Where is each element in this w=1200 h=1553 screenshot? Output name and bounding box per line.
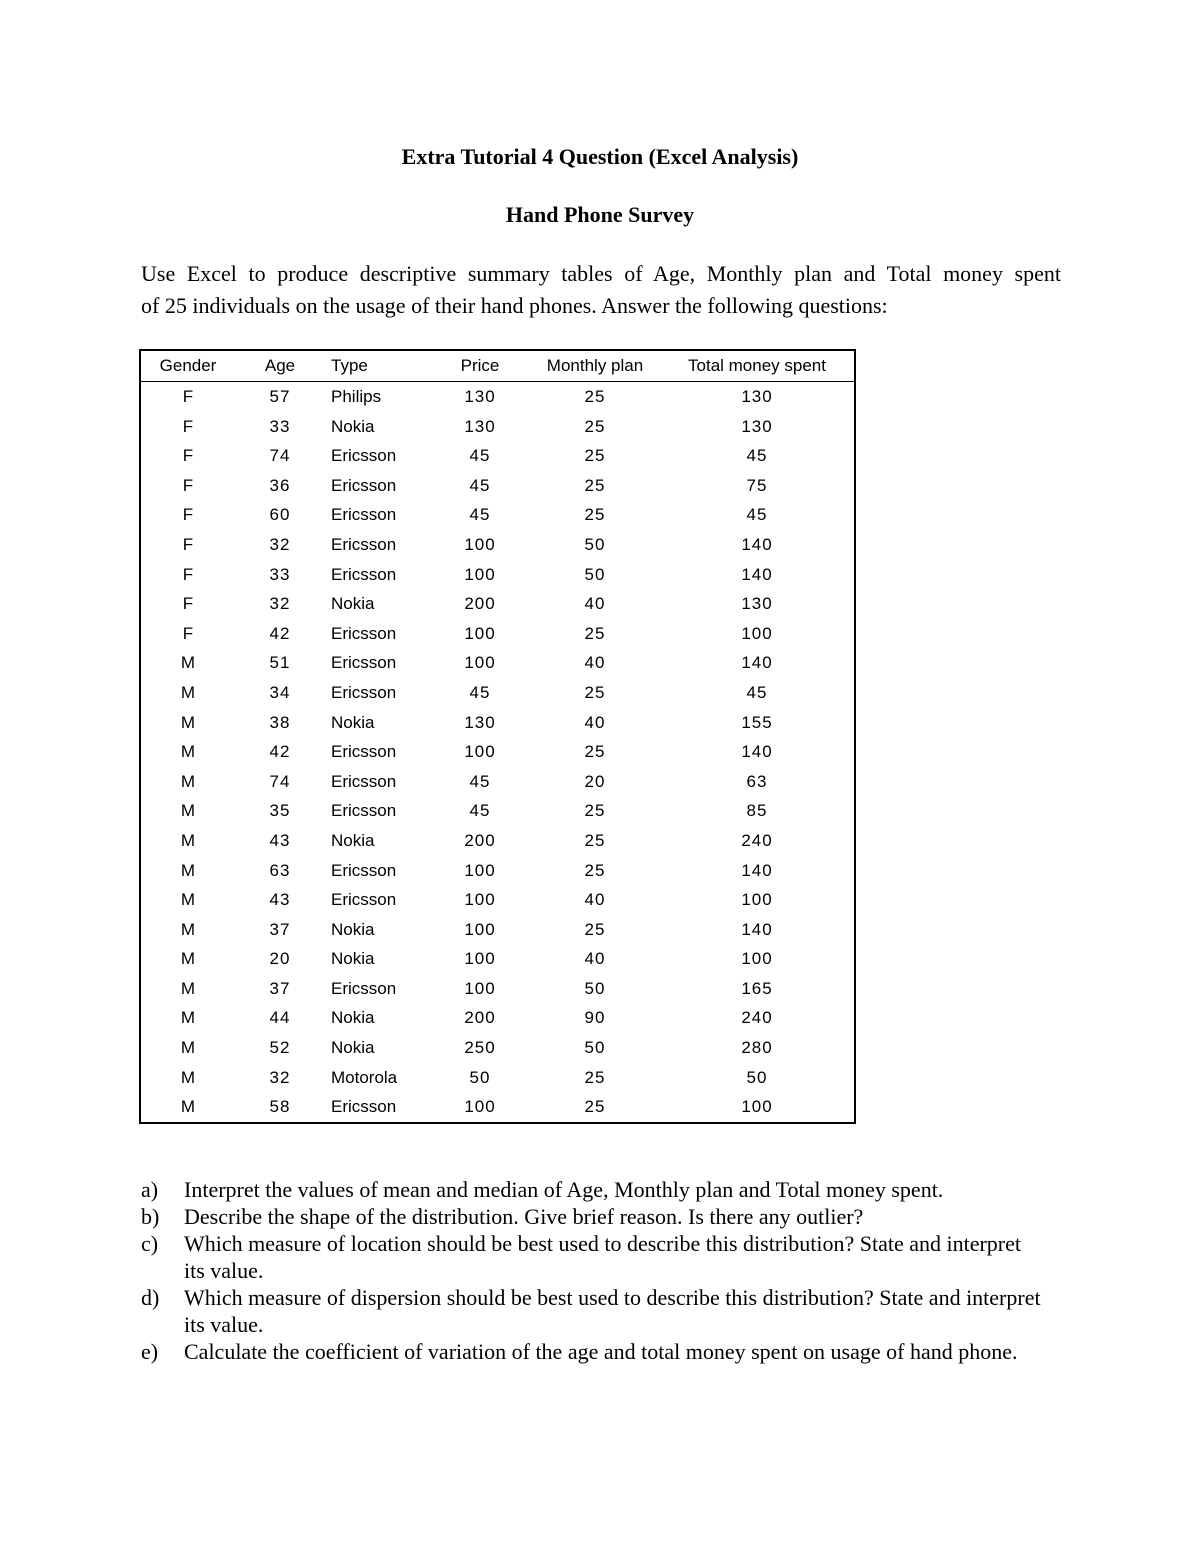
cell-total-money-spent: 155 bbox=[741, 712, 773, 732]
cell-age: 44 bbox=[269, 1008, 291, 1028]
table-row bbox=[140, 767, 855, 797]
cell-gender: F bbox=[182, 534, 194, 554]
cell-total-money-spent: 240 bbox=[741, 830, 773, 850]
header-total-money-spent: Total money spent bbox=[660, 350, 855, 382]
document-subtitle: Hand Phone Survey bbox=[505, 202, 695, 227]
question-item bbox=[141, 1338, 1041, 1365]
cell-total-money-spent: 240 bbox=[741, 1008, 773, 1028]
cell-total-money-spent: 130 bbox=[741, 416, 773, 436]
question-item bbox=[141, 1230, 1041, 1284]
cell-total-money-spent: 140 bbox=[741, 564, 773, 584]
cell-type: Nokia bbox=[331, 1038, 375, 1058]
cell-type: Nokia bbox=[331, 949, 375, 969]
cell-price: 100 bbox=[464, 919, 496, 939]
cell-total-money-spent: 100 bbox=[741, 1097, 773, 1117]
cell-gender: M bbox=[180, 1038, 196, 1058]
cell-monthly-plan: 25 bbox=[584, 1097, 606, 1117]
cell-age: 43 bbox=[269, 830, 291, 850]
cell-age: 60 bbox=[269, 505, 291, 525]
cell-total-money-spent: 140 bbox=[741, 860, 773, 880]
table-row bbox=[140, 471, 855, 501]
table-row bbox=[140, 796, 855, 826]
cell-price: 100 bbox=[464, 1097, 496, 1117]
cell-total-money-spent: 50 bbox=[746, 1067, 768, 1087]
cell-monthly-plan: 25 bbox=[584, 623, 606, 643]
header-gender: Gender bbox=[140, 350, 235, 382]
cell-monthly-plan: 25 bbox=[584, 801, 606, 821]
cell-gender: M bbox=[180, 742, 196, 762]
cell-gender: M bbox=[180, 653, 196, 673]
cell-type: Ericsson bbox=[331, 653, 397, 673]
cell-type: Ericsson bbox=[331, 564, 397, 584]
cell-monthly-plan: 25 bbox=[584, 919, 606, 939]
cell-age: 34 bbox=[269, 682, 291, 702]
cell-total-money-spent: 140 bbox=[741, 919, 773, 939]
cell-monthly-plan: 25 bbox=[584, 446, 606, 466]
cell-age: 37 bbox=[269, 978, 291, 998]
cell-total-money-spent: 85 bbox=[746, 801, 768, 821]
table-row bbox=[140, 560, 855, 590]
cell-total-money-spent: 130 bbox=[741, 387, 773, 406]
cell-gender: F bbox=[182, 564, 194, 584]
cell-type: Philips bbox=[331, 387, 382, 406]
cell-age: 38 bbox=[269, 712, 291, 732]
cell-price: 100 bbox=[464, 564, 496, 584]
cell-type: Ericsson bbox=[331, 623, 397, 643]
cell-total-money-spent: 140 bbox=[741, 534, 773, 554]
question-text: Which measure of location should be best used to describe this distribution? State and interpret its value. bbox=[184, 1231, 1022, 1283]
cell-type: Ericsson bbox=[331, 978, 397, 998]
questions-list bbox=[141, 1176, 1041, 1365]
cell-type: Nokia bbox=[331, 830, 375, 850]
cell-type: Ericsson bbox=[331, 446, 397, 466]
table-row bbox=[140, 826, 855, 856]
cell-age: 42 bbox=[269, 623, 291, 643]
cell-monthly-plan: 50 bbox=[584, 534, 606, 554]
table-row bbox=[140, 1003, 855, 1033]
cell-age: 74 bbox=[269, 446, 291, 466]
cell-monthly-plan: 40 bbox=[584, 594, 606, 614]
cell-price: 45 bbox=[469, 475, 491, 495]
cell-total-money-spent: 100 bbox=[741, 890, 773, 910]
cell-price: 100 bbox=[464, 623, 496, 643]
cell-monthly-plan: 25 bbox=[584, 860, 606, 880]
cell-monthly-plan: 25 bbox=[584, 505, 606, 525]
header-age: Age bbox=[235, 350, 325, 382]
cell-monthly-plan: 50 bbox=[584, 978, 606, 998]
cell-total-money-spent: 140 bbox=[741, 742, 773, 762]
cell-total-money-spent: 45 bbox=[746, 682, 768, 702]
table-row bbox=[140, 619, 855, 649]
table-body bbox=[140, 382, 855, 1123]
header-monthly-plan: Monthly plan bbox=[530, 350, 660, 382]
cell-gender: M bbox=[180, 860, 196, 880]
cell-type: Nokia bbox=[331, 712, 375, 732]
question-text: Describe the shape of the distribution. Give brief reason. Is there any outlier? bbox=[184, 1204, 864, 1229]
cell-type: Ericsson bbox=[331, 682, 397, 702]
question-item bbox=[141, 1284, 1041, 1338]
cell-type: Ericsson bbox=[331, 890, 397, 910]
table-row bbox=[140, 1033, 855, 1063]
cell-gender: M bbox=[180, 978, 196, 998]
cell-total-money-spent: 140 bbox=[741, 653, 773, 673]
cell-type: Ericsson bbox=[331, 505, 397, 525]
cell-price: 250 bbox=[464, 1038, 496, 1058]
cell-price: 45 bbox=[469, 505, 491, 525]
cell-type: Ericsson bbox=[331, 534, 397, 554]
cell-price: 130 bbox=[464, 712, 496, 732]
cell-price: 200 bbox=[464, 1008, 496, 1028]
cell-gender: M bbox=[180, 682, 196, 702]
cell-gender: F bbox=[182, 623, 194, 643]
cell-price: 100 bbox=[464, 653, 496, 673]
cell-price: 130 bbox=[464, 387, 496, 406]
cell-gender: M bbox=[180, 1097, 196, 1117]
table-row bbox=[140, 885, 855, 915]
question-text: Interpret the values of mean and median of Age, Monthly plan and Total money spent. bbox=[184, 1177, 944, 1202]
cell-age: 33 bbox=[269, 564, 291, 584]
cell-age: 57 bbox=[269, 387, 291, 406]
table-row bbox=[140, 441, 855, 471]
cell-price: 130 bbox=[464, 416, 496, 436]
cell-total-money-spent: 45 bbox=[746, 446, 768, 466]
cell-age: 74 bbox=[269, 771, 291, 791]
cell-age: 63 bbox=[269, 860, 291, 880]
cell-gender: F bbox=[182, 416, 194, 436]
cell-type: Nokia bbox=[331, 594, 375, 614]
cell-price: 100 bbox=[464, 742, 496, 762]
cell-price: 100 bbox=[464, 890, 496, 910]
table-row bbox=[140, 737, 855, 767]
question-label: b) bbox=[141, 1204, 160, 1229]
cell-type: Nokia bbox=[331, 416, 375, 436]
cell-monthly-plan: 90 bbox=[584, 1008, 606, 1028]
cell-price: 100 bbox=[464, 534, 496, 554]
table-row bbox=[140, 974, 855, 1004]
question-item bbox=[141, 1176, 1041, 1203]
question-label: c) bbox=[141, 1231, 159, 1256]
cell-gender: M bbox=[180, 1067, 196, 1087]
cell-monthly-plan: 20 bbox=[584, 771, 606, 791]
cell-gender: M bbox=[180, 919, 196, 939]
question-label: e) bbox=[141, 1339, 159, 1364]
question-text: Calculate the coefficient of variation of the age and total money spent on usage of hand phone. bbox=[184, 1339, 1018, 1364]
cell-gender: M bbox=[180, 830, 196, 850]
table-row bbox=[140, 500, 855, 530]
cell-gender: M bbox=[180, 949, 196, 969]
cell-age: 42 bbox=[269, 742, 291, 762]
intro-paragraph bbox=[141, 258, 1061, 322]
cell-total-money-spent: 130 bbox=[741, 594, 773, 614]
cell-type: Ericsson bbox=[331, 1097, 397, 1117]
cell-total-money-spent: 45 bbox=[746, 505, 768, 525]
table-row bbox=[140, 915, 855, 945]
cell-gender: F bbox=[182, 446, 194, 466]
table-row bbox=[140, 648, 855, 678]
cell-price: 45 bbox=[469, 771, 491, 791]
cell-gender: M bbox=[180, 801, 196, 821]
cell-age: 32 bbox=[269, 1067, 291, 1087]
cell-price: 50 bbox=[469, 1067, 491, 1087]
intro-line-1: Use Excel to produce descriptive summary tables of Age, Monthly plan and Total money spent bbox=[141, 261, 1061, 286]
cell-type: Ericsson bbox=[331, 475, 397, 495]
cell-monthly-plan: 25 bbox=[584, 830, 606, 850]
cell-total-money-spent: 100 bbox=[741, 623, 773, 643]
cell-total-money-spent: 165 bbox=[741, 978, 773, 998]
table-row bbox=[140, 382, 855, 412]
header-type: Type bbox=[325, 350, 430, 382]
cell-price: 100 bbox=[464, 949, 496, 969]
cell-total-money-spent: 75 bbox=[746, 475, 768, 495]
cell-type: Ericsson bbox=[331, 860, 397, 880]
cell-age: 52 bbox=[269, 1038, 291, 1058]
question-item bbox=[141, 1203, 1041, 1230]
cell-age: 36 bbox=[269, 475, 291, 495]
survey-table bbox=[139, 349, 856, 1124]
table-row bbox=[140, 530, 855, 560]
cell-monthly-plan: 40 bbox=[584, 949, 606, 969]
cell-monthly-plan: 25 bbox=[584, 475, 606, 495]
cell-price: 200 bbox=[464, 594, 496, 614]
cell-age: 32 bbox=[269, 534, 291, 554]
cell-age: 43 bbox=[269, 890, 291, 910]
cell-age: 33 bbox=[269, 416, 291, 436]
cell-monthly-plan: 25 bbox=[584, 742, 606, 762]
cell-type: Ericsson bbox=[331, 742, 397, 762]
cell-type: Motorola bbox=[331, 1067, 398, 1087]
table-row bbox=[140, 1063, 855, 1093]
table-row bbox=[140, 589, 855, 619]
cell-monthly-plan: 25 bbox=[584, 387, 606, 406]
document-title: Extra Tutorial 4 Question (Excel Analysis) bbox=[401, 144, 799, 169]
cell-gender: F bbox=[182, 505, 194, 525]
table-header-row bbox=[140, 350, 855, 382]
table-row bbox=[140, 1092, 855, 1123]
cell-age: 20 bbox=[269, 949, 291, 969]
cell-age: 51 bbox=[269, 653, 291, 673]
cell-total-money-spent: 280 bbox=[741, 1038, 773, 1058]
cell-price: 100 bbox=[464, 860, 496, 880]
cell-monthly-plan: 25 bbox=[584, 682, 606, 702]
table-row bbox=[140, 944, 855, 974]
cell-monthly-plan: 50 bbox=[584, 1038, 606, 1058]
question-label: a) bbox=[141, 1177, 159, 1202]
cell-price: 45 bbox=[469, 682, 491, 702]
cell-total-money-spent: 100 bbox=[741, 949, 773, 969]
cell-gender: F bbox=[182, 475, 194, 495]
cell-monthly-plan: 50 bbox=[584, 564, 606, 584]
intro-line-2: of 25 individuals on the usage of their hand phones. Answer the following questions: bbox=[141, 293, 888, 318]
cell-gender: F bbox=[182, 594, 194, 614]
cell-type: Ericsson bbox=[331, 801, 397, 821]
cell-monthly-plan: 25 bbox=[584, 1067, 606, 1087]
table-row bbox=[140, 412, 855, 442]
header-price: Price bbox=[430, 350, 530, 382]
cell-gender: F bbox=[182, 387, 194, 406]
question-label: d) bbox=[141, 1285, 160, 1310]
cell-age: 58 bbox=[269, 1097, 291, 1117]
cell-type: Nokia bbox=[331, 1008, 375, 1028]
cell-gender: M bbox=[180, 712, 196, 732]
cell-gender: M bbox=[180, 771, 196, 791]
question-text: Which measure of dispersion should be best used to describe this distribution? State and interpret its value. bbox=[184, 1285, 1041, 1337]
table-row bbox=[140, 678, 855, 708]
cell-price: 100 bbox=[464, 978, 496, 998]
cell-monthly-plan: 40 bbox=[584, 653, 606, 673]
cell-monthly-plan: 40 bbox=[584, 712, 606, 732]
cell-monthly-plan: 40 bbox=[584, 890, 606, 910]
cell-type: Nokia bbox=[331, 919, 375, 939]
cell-age: 32 bbox=[269, 594, 291, 614]
cell-price: 45 bbox=[469, 801, 491, 821]
cell-age: 37 bbox=[269, 919, 291, 939]
cell-gender: M bbox=[180, 890, 196, 910]
cell-monthly-plan: 25 bbox=[584, 416, 606, 436]
cell-price: 200 bbox=[464, 830, 496, 850]
cell-gender: M bbox=[180, 1008, 196, 1028]
cell-total-money-spent: 63 bbox=[746, 771, 768, 791]
table-row bbox=[140, 856, 855, 886]
cell-age: 35 bbox=[269, 801, 291, 821]
cell-type: Ericsson bbox=[331, 771, 397, 791]
table-row bbox=[140, 708, 855, 738]
cell-price: 45 bbox=[469, 446, 491, 466]
